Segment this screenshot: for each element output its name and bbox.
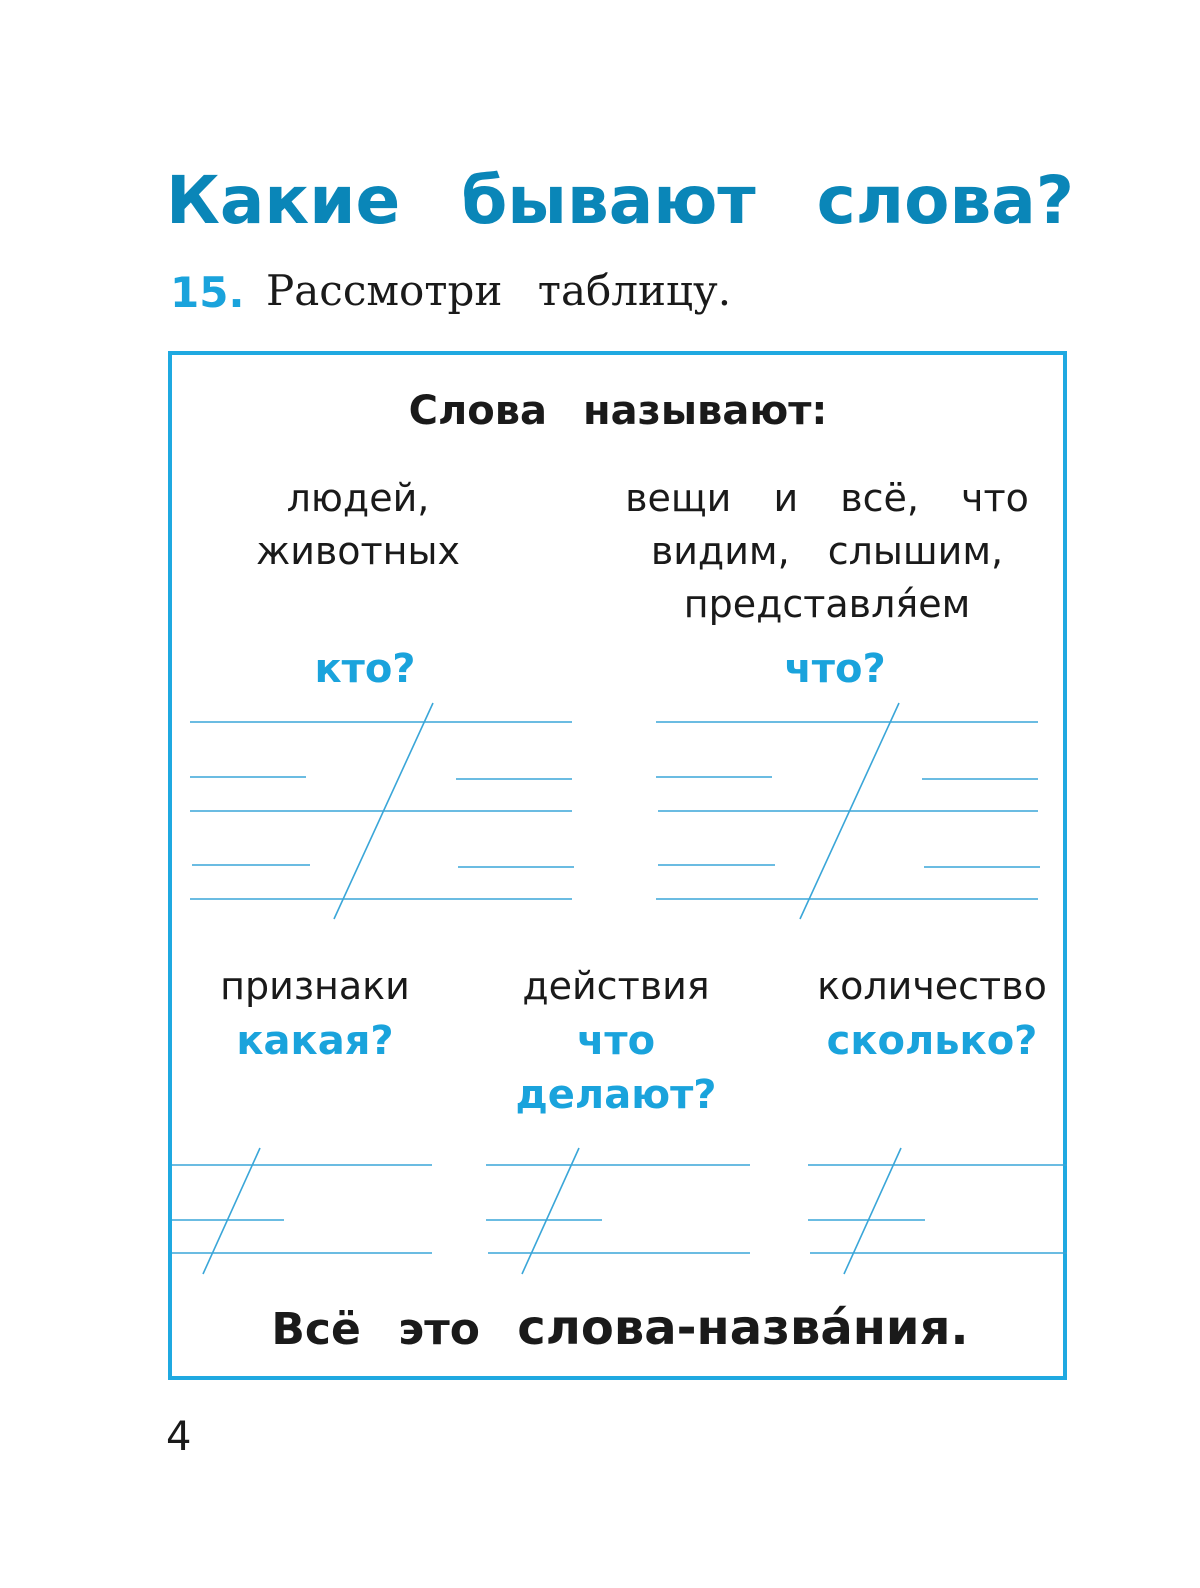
question-how-many: сколько? — [826, 1018, 1038, 1064]
footer-text: Всё это — [271, 1304, 480, 1355]
category-line: животных — [255, 529, 461, 573]
page-title: Какие бывают слова? — [165, 162, 1075, 239]
page-number: 4 — [166, 1414, 192, 1460]
exercise-instruction: Рассмотри таблицу. — [266, 266, 732, 315]
slant-line — [522, 1148, 579, 1274]
category-line: представля́ем — [683, 582, 971, 626]
question-which: какая? — [236, 1018, 394, 1064]
category-line: вещи и всё, что — [625, 476, 1029, 520]
category-attributes: признаки — [220, 964, 410, 1008]
category-quantity: количество — [817, 964, 1047, 1008]
question-what: что? — [784, 646, 886, 692]
category-line: людей, — [286, 476, 430, 520]
category-actions: действия — [522, 964, 710, 1008]
question-what-doing-2: делают? — [515, 1072, 717, 1118]
table-footer — [0, 1300, 1200, 1356]
table-heading: Слова называют: — [408, 388, 828, 434]
exercise-number: 15. — [170, 268, 245, 317]
category-line: видим, слышим, — [650, 529, 1004, 573]
question-who: кто? — [314, 646, 416, 692]
footer-term: слова-назва́ния. — [517, 1300, 969, 1356]
slant-line — [844, 1148, 901, 1274]
slant-line — [203, 1148, 260, 1274]
question-what-doing-1: что — [576, 1018, 656, 1064]
